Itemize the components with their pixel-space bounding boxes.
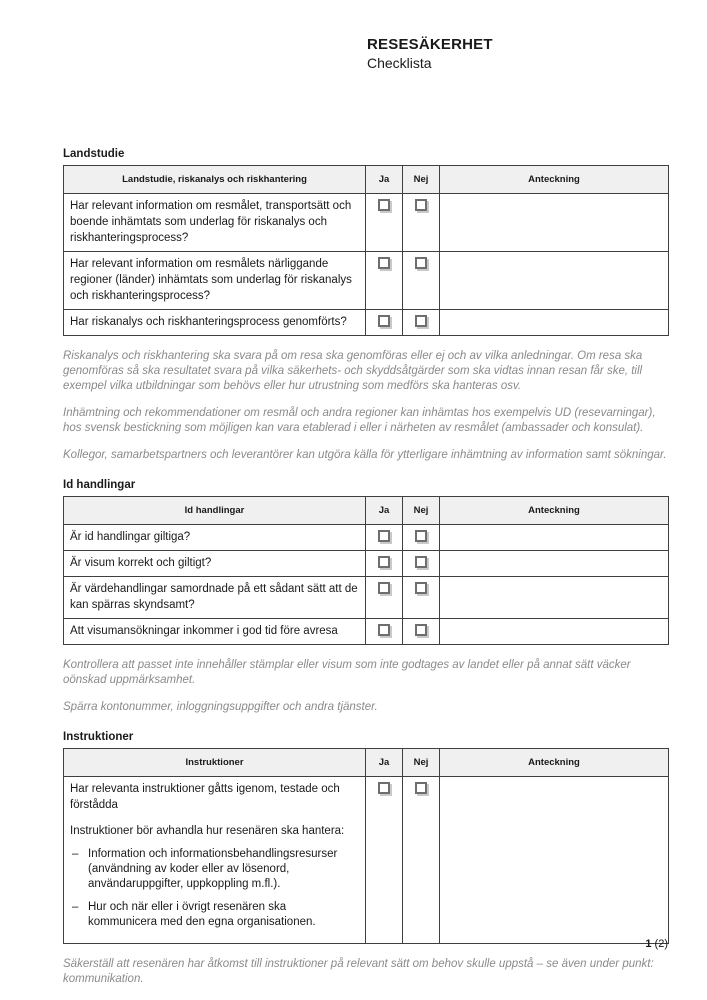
table-header-row — [64, 497, 669, 525]
section-heading-id-handlingar: Id handlingar — [63, 479, 136, 491]
anteckning-cell[interactable] — [440, 310, 669, 336]
ja-cell — [366, 551, 403, 577]
table-header-row — [64, 749, 669, 777]
question-cell: Är värdehandlingar samordnade på ett sådant sätt att de kan spärras skyndsamt? — [64, 577, 366, 619]
nej-checkbox[interactable] — [415, 556, 427, 568]
nej-checkbox[interactable] — [415, 624, 427, 636]
column-header-nej: Nej — [403, 497, 440, 525]
nej-checkbox[interactable] — [415, 582, 427, 594]
note-paragraph: Kontrollera att passet inte innehåller stämplar eller visum som inte godtages av landet eller på annat sätt väcker oönskad uppmärksamhet. — [63, 659, 631, 686]
column-header-anteckning: Anteckning — [440, 166, 669, 194]
nej-cell — [403, 577, 440, 619]
landstudie-table — [63, 165, 669, 336]
section-heading-landstudie: Landstudie — [63, 148, 125, 160]
anteckning-cell[interactable] — [440, 194, 669, 252]
question-cell — [64, 777, 366, 944]
table-row — [64, 310, 669, 336]
nej-cell — [403, 525, 440, 551]
ja-cell — [366, 525, 403, 551]
nej-checkbox[interactable] — [415, 257, 427, 269]
column-header-anteckning: Anteckning — [440, 497, 669, 525]
question-cell: Är id handlingar giltiga? — [64, 525, 366, 551]
id-handlingar-table — [63, 496, 669, 645]
ja-checkbox[interactable] — [378, 257, 390, 269]
anteckning-cell[interactable] — [440, 619, 669, 645]
table-row — [64, 619, 669, 645]
question-cell: Har riskanalys och riskhanteringsprocess genomförts? — [64, 310, 366, 336]
nej-checkbox[interactable] — [415, 782, 427, 794]
anteckning-cell[interactable] — [440, 551, 669, 577]
column-header-ja: Ja — [366, 749, 403, 777]
ja-checkbox[interactable] — [378, 199, 390, 211]
list-item-text: Information och informationsbehandlingsresurser (användning av koder eller av lösenord, användaruppgifter, uppkoppling m.fl.). — [88, 848, 338, 890]
column-header-question: Id handlingar — [64, 497, 366, 525]
ja-checkbox[interactable] — [378, 315, 390, 327]
nej-cell — [403, 310, 440, 336]
note-paragraph: Säkerställ att resenären har åtkomst till instruktioner på relevant sätt om behov skulle uppstå – se även under punkt: kommunikation. — [63, 958, 654, 985]
table-header-row — [64, 166, 669, 194]
column-header-ja: Ja — [366, 497, 403, 525]
table-row — [64, 777, 669, 944]
nej-checkbox[interactable] — [415, 315, 427, 327]
note-paragraph: Kollegor, samarbetspartners och leverantörer kan utgöra källa för ytterligare inhämtning av information samt sökningar. — [63, 449, 667, 461]
list-item — [72, 900, 359, 930]
note-paragraph: Inhämtning och rekommendationer om resmål och andra regioner kan inhämtas hos exempelvis UD (resevarningar), hos svensk bestickning som möjligen kan vara etablerad i eller i närheten av resmålet (ambassader och konsulat). — [63, 407, 656, 434]
anteckning-cell[interactable] — [440, 252, 669, 310]
question-cell: Har relevant information om resmålet, transportsätt och boende inhämtats som underlag för riskanalys och riskhanteringsprocess? — [64, 194, 366, 252]
dash-bullet-icon: – — [72, 901, 79, 913]
table-row — [64, 525, 669, 551]
nej-cell — [403, 252, 440, 310]
document-title: RESESÄKERHET — [367, 36, 493, 53]
table-row — [64, 194, 669, 252]
table-row — [64, 252, 669, 310]
table-row — [64, 577, 669, 619]
page-number — [645, 938, 668, 950]
table-row — [64, 551, 669, 577]
list-item — [72, 847, 359, 892]
dash-bullet-icon: – — [72, 848, 79, 860]
document-header — [367, 36, 493, 71]
ja-checkbox[interactable] — [378, 582, 390, 594]
ja-cell — [366, 777, 403, 944]
column-header-question: Landstudie, riskanalys och riskhantering — [64, 166, 366, 194]
ja-checkbox[interactable] — [378, 624, 390, 636]
nej-checkbox[interactable] — [415, 530, 427, 542]
page-number-current: 1 — [645, 938, 652, 950]
column-header-ja: Ja — [366, 166, 403, 194]
instruktioner-table — [63, 748, 669, 944]
section-heading-instruktioner: Instruktioner — [63, 731, 134, 743]
column-header-nej: Nej — [403, 166, 440, 194]
page-number-total: (2) — [654, 938, 668, 950]
ja-checkbox[interactable] — [378, 782, 390, 794]
question-cell: Är visum korrekt och giltigt? — [64, 551, 366, 577]
ja-cell — [366, 619, 403, 645]
ja-checkbox[interactable] — [378, 556, 390, 568]
note-paragraph: Riskanalys och riskhantering ska svara på om resa ska genomföras eller ej och av vilka anledningar. Om resa ska genomföras så ska resultatet svara på vilka säkerhets- och skyddsåtgärder som ska vidtas innan resan får ske, till exempel vilka utbildningar som behövs eller hur utrustning som medförs ska hanteras osv. — [63, 350, 643, 392]
anteckning-cell[interactable] — [440, 525, 669, 551]
ja-cell — [366, 252, 403, 310]
list-item-text: Hur och när eller i övrigt resenären ska kommunicera med den egna organisationen. — [88, 901, 316, 928]
nej-cell — [403, 619, 440, 645]
nej-cell — [403, 777, 440, 944]
question-cell: Har relevant information om resmålets närliggande regioner (länder) inhämtats som underlag för riskanalys och riskhanteringsprocess? — [64, 252, 366, 310]
ja-checkbox[interactable] — [378, 530, 390, 542]
column-header-nej: Nej — [403, 749, 440, 777]
question-line: Har relevanta instruktioner gåtts igenom, testade och förstådda — [70, 783, 340, 811]
anteckning-cell[interactable] — [440, 777, 669, 944]
ja-cell — [366, 194, 403, 252]
document-body — [63, 148, 668, 999]
ja-cell — [366, 577, 403, 619]
note-paragraph: Spärra kontonummer, inloggningsuppgifter och andra tjänster. — [63, 701, 378, 713]
nej-checkbox[interactable] — [415, 199, 427, 211]
ja-cell — [366, 310, 403, 336]
question-line: Instruktioner bör avhandla hur resenären ska hantera: — [70, 825, 345, 837]
column-header-question: Instruktioner — [64, 749, 366, 777]
column-header-anteckning: Anteckning — [440, 749, 669, 777]
nej-cell — [403, 194, 440, 252]
anteckning-cell[interactable] — [440, 577, 669, 619]
nej-cell — [403, 551, 440, 577]
question-cell: Att visumansökningar inkommer i god tid före avresa — [64, 619, 366, 645]
document-subtitle: Checklista — [367, 55, 432, 71]
